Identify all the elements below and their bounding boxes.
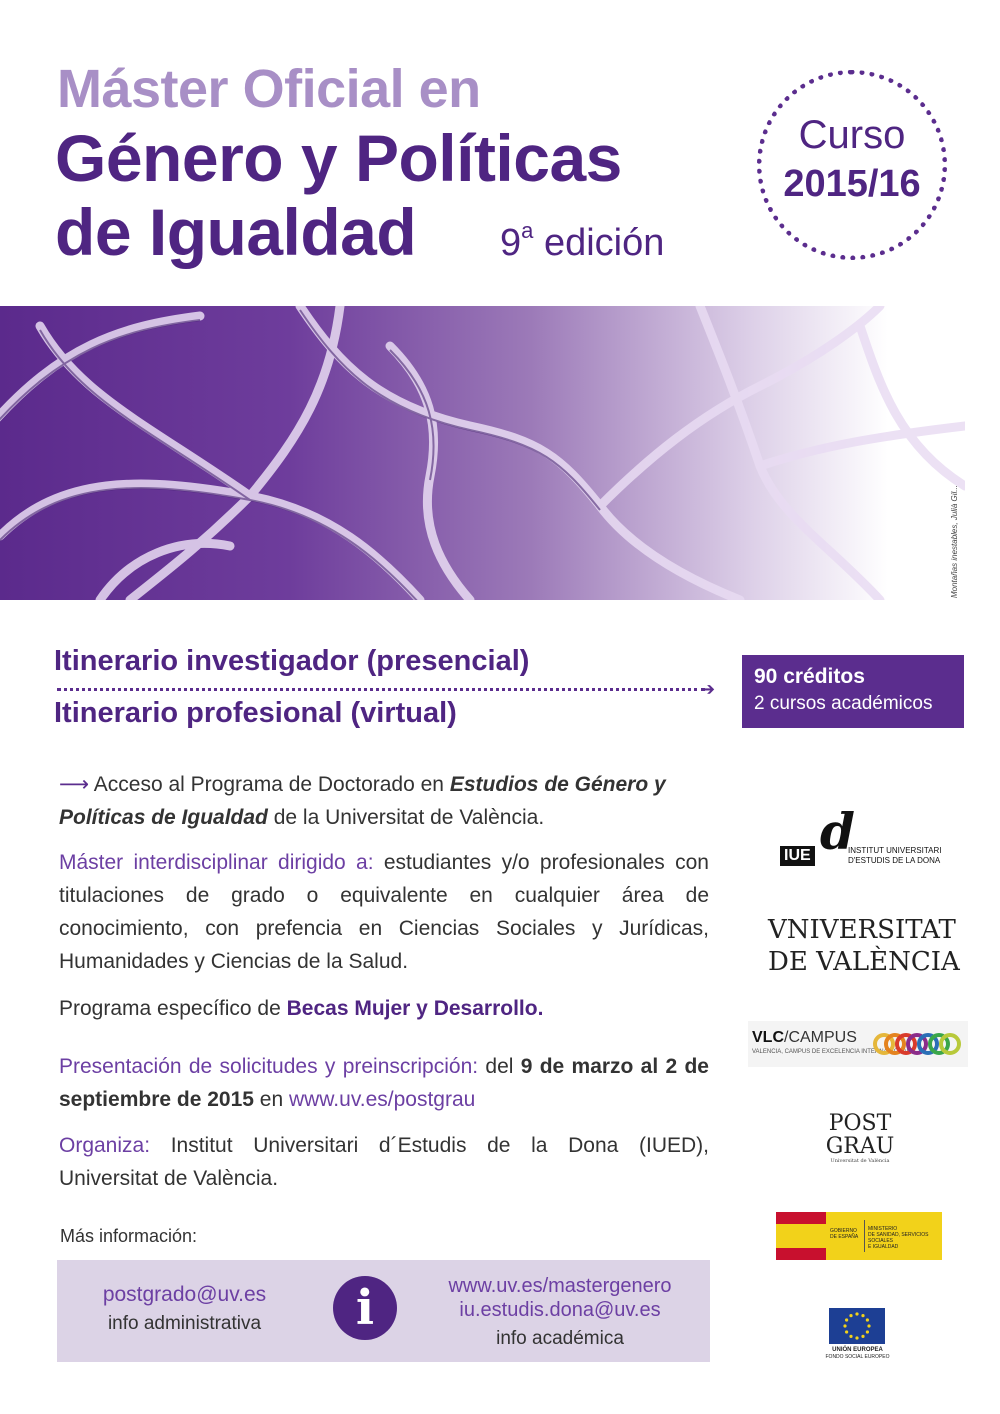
banner-credit: Montañas inestables, Julià Gil... [950,485,959,598]
iued-logo-text [848,846,942,866]
iued-line-1: INSTITUT UNIVERSITARI [848,846,942,855]
eu-text-1: UNIÓN EUROPEA [832,1347,883,1353]
iued-line-2: D'ESTUDIS DE LA DONA [848,856,941,865]
academic-info-label: info académica [496,1328,624,1349]
admin-contact [57,1283,312,1335]
edition-word: edición [543,222,665,264]
spain-coat-of-arms-icon [776,1212,826,1260]
artwork-banner [0,306,965,600]
p2-heading: Máster interdisciplinar dirigido a: [59,851,374,874]
p1-program-name: Estudios de Género y Políticas de Igualdad [59,773,666,829]
uv-logo-line-1: VNIVERSITAT [768,915,956,945]
academic-contact [427,1274,693,1350]
vlc-campus-logo [748,1021,968,1067]
more-info-label: Más información: [60,1226,198,1246]
edition-number: 9 [500,222,522,264]
application-paragraph [59,1050,709,1116]
title-line-1: Máster Oficial en [57,59,481,119]
p3-text: Programa específico de [59,997,287,1020]
p2-text: estudiantes y/o profesionales con titulaciones de grado o equivalente en cualquier área de conocimiento, con prefencia en Ciencias Sociales y Jurídicas, Humanidades y Ciencias de la Salud. [59,851,709,973]
course-label: Curso [798,113,906,157]
organizer-paragraph [59,1129,709,1195]
european-union-logo [815,1308,900,1362]
banner-artwork-image [0,306,965,600]
postgrau-subtitle: Universitat de València [830,1158,890,1164]
arrow-right-icon: ⟶ [59,773,90,796]
scholarship-paragraph [59,992,709,1025]
edition-label [500,218,665,265]
min-line-3: E IGUALDAD [868,1244,899,1250]
title-line-2: Género y Políticas [55,121,622,195]
credits-amount: 90 créditos [754,665,865,688]
academic-email-link[interactable]: iu.estudis.dona@uv.es [459,1299,661,1321]
audience-paragraph [59,846,709,978]
iued-logo-d: d [820,802,855,861]
eu-stars-icon [829,1308,885,1344]
course-year: 2015/16 [783,163,921,205]
arrow-right-icon: ➔ [700,679,716,699]
p1-text-a: Acceso al Programa de Doctorado en [89,773,450,796]
p4-text-d: en [253,1088,289,1111]
itinerary-research: Itinerario investigador (presencial) [54,645,530,677]
uv-logo-line-2: DE VALÈNCIA [768,947,960,977]
iued-logo [780,802,945,868]
eu-text-2: FONDO SOCIAL EUROPEO [825,1354,890,1360]
p3-scholarship: Becas Mujer y Desarrollo. [286,997,544,1020]
p1-text-c: de la Universitat de València. [267,806,545,829]
admin-info-label: info administrativa [107,1313,262,1334]
vlc-bold: VLC [752,1029,784,1046]
itinerary-professional: Itinerario profesional (virtual) [54,697,457,729]
title-line-3: de Igualdad [55,195,417,269]
gob-line-1: GOBIERNO [830,1228,857,1234]
p5-text: Institut Universitari d´Estudis de la Dona (IUED), Universitat de València. [59,1134,709,1190]
min-line-1: MINISTERIO [868,1226,898,1232]
gobierno-espana-logo [776,1212,942,1260]
campus-rings-icon [873,1031,965,1057]
info-icon: i [333,1276,397,1340]
iued-logo-box: IUE [780,846,815,866]
doctorate-access-paragraph [59,768,709,834]
gob-separator [864,1220,865,1252]
eu-flag-icon [829,1308,885,1344]
course-year-badge [757,70,947,260]
p4-text-b: del [478,1055,521,1078]
p4-dates: 9 de marzo al 2 de septiembre de 2015 [59,1055,709,1111]
dotted-divider [57,688,705,691]
postgrau-link[interactable]: www.uv.es/postgrau [288,1088,476,1111]
p5-heading: Organiza: [59,1134,151,1157]
vlc-campus-subtitle: VALENCIA, CAMPUS DE EXCELENCIA INTERNACIONAL [752,1049,910,1055]
universitat-valencia-logo [768,915,960,977]
master-website-link[interactable]: www.uv.es/mastergenero [448,1275,672,1297]
ministerio-text [868,1226,942,1250]
gob-line-2: DE ESPAÑA [830,1234,859,1240]
admin-email-link[interactable]: postgrado@uv.es [102,1283,267,1306]
min-line-2: DE SANIDAD, SERVICIOS SOCIALES [868,1232,929,1244]
credits-box [742,655,964,728]
credits-duration: 2 cursos académicos [754,693,933,714]
postgrau-line-1: POST [828,1111,892,1136]
edition-superscript: a [521,218,534,243]
postgrau-line-2: GRAU [825,1134,895,1159]
gobierno-text [830,1228,858,1240]
contact-info-box [57,1260,710,1362]
p4-heading: Presentación de solicitudes y preinscripción: [59,1055,479,1078]
vlc-rest: /CAMPUS [784,1029,857,1046]
vlc-campus-name [752,1029,857,1047]
postgrau-logo [820,1112,900,1170]
